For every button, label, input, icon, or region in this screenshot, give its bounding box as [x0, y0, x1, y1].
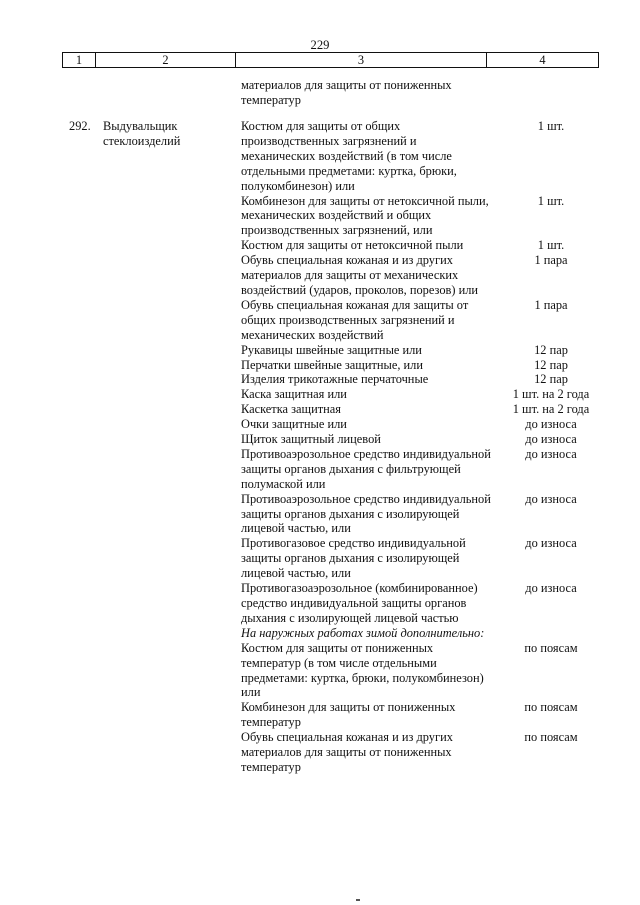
item-description: Костюм для защиты от нетоксичной пыли [241, 238, 464, 253]
item-norm: 12 пар [534, 372, 568, 387]
item-norm: до износа [525, 491, 577, 506]
list-item [241, 253, 621, 298]
entry-number: 292. [69, 119, 91, 133]
item-norm: по поясам [524, 730, 578, 745]
section-note: На наружных работах зимой дополнительно: [241, 625, 485, 640]
item-description: Противоаэрозольное средство индивидуальной защиты органов дыхания с изолирующей лицевой частью, или [241, 491, 491, 536]
item-description: Противогазоаэрозольное (комбинированное) средство индивидуальной защиты органов дыхания с изолирующей лицевой частью [241, 581, 478, 625]
list-item [241, 343, 621, 358]
item-norm: 1 пара [534, 297, 568, 312]
list-item [241, 641, 621, 701]
item-norm: 1 шт. на 2 года [512, 402, 590, 417]
header-col-2: 2 [96, 53, 236, 67]
item-norm: 1 шт. [537, 193, 565, 208]
header-col-4: 4 [539, 53, 546, 67]
item-description: Обувь специальная кожаная и из других материалов для защиты от механических воздействий (ударов, проколов, порезов) или [241, 253, 479, 297]
item-description: Каскетка защитная [241, 402, 341, 417]
item-description: Комбинезон для защиты от пониженных температур [241, 700, 456, 730]
list-item [241, 536, 621, 581]
item-norm: до износа [525, 446, 577, 461]
item-description: Щиток защитный лицевой [241, 432, 381, 447]
ppe-item-list [241, 119, 621, 775]
list-item [241, 194, 621, 239]
item-description: Костюм для защиты от общих производственных загрязнений и механических воздействий (в том числе отдельными предметами: куртка, брюки, полукомбинезон) или [241, 119, 457, 193]
list-item [241, 700, 621, 730]
item-description: Рукавицы швейные защитные или [241, 342, 422, 357]
item-description: Комбинезон для защиты от нетоксичной пыли, механических воздействий и общих производственных загрязнений, или [241, 193, 489, 238]
item-norm: 12 пар [534, 357, 568, 372]
item-norm: 1 шт. на 2 года [512, 387, 590, 402]
item-norm: 12 пар [534, 342, 568, 357]
item-norm: до износа [525, 417, 577, 432]
list-item [241, 298, 621, 343]
list-item [241, 581, 621, 626]
item-norm: до износа [525, 536, 577, 551]
table-header [62, 52, 599, 68]
list-item [241, 358, 621, 373]
list-item [241, 387, 621, 402]
list-item [241, 492, 621, 537]
continuation-text: материалов для защиты от пониженных температур [241, 78, 452, 107]
item-description: Противогазовое средство индивидуальной защиты органов дыхания с изолирующей лицевой частью, или [241, 536, 466, 581]
list-item [241, 402, 621, 417]
item-norm: по поясам [524, 640, 578, 655]
list-item [241, 730, 621, 775]
item-description: Противоаэрозольное средство индивидуальной защиты органов дыхания с фильтрующей полумаской или [241, 446, 491, 491]
list-item [241, 432, 621, 447]
header-col-1: 1 [63, 53, 96, 67]
item-description: Перчатки швейные защитные, или [241, 357, 423, 372]
item-norm: 1 пара [534, 253, 568, 268]
item-description: Каска защитная или [241, 387, 347, 402]
header-col-3: 3 [236, 53, 487, 67]
list-item [241, 119, 621, 194]
list-item [241, 238, 621, 253]
scan-mark [356, 899, 360, 901]
page-number: 229 [310, 38, 330, 52]
item-description: Очки защитные или [241, 417, 347, 432]
item-norm: до износа [525, 432, 577, 447]
list-item [241, 372, 621, 387]
item-norm: по поясам [524, 700, 578, 715]
item-description: Обувь специальная кожаная и из других материалов для защиты от пониженных температур [241, 730, 453, 774]
item-norm: 1 шт. [537, 119, 565, 133]
list-item [241, 417, 621, 432]
item-description: Изделия трикотажные перчаточные [241, 372, 429, 387]
occupation-name: Выдувальщик стеклоизделий [103, 119, 181, 148]
item-description: Костюм для защиты от пониженных температур (в том числе отдельными предметами: куртка, брюки, полукомбинезон) или [241, 640, 484, 700]
item-norm: 1 шт. [537, 238, 565, 253]
item-norm [491, 626, 611, 641]
list-item [241, 447, 621, 492]
list-item [241, 626, 621, 641]
item-description: Обувь специальная кожаная для защиты от общих производственных загрязнений и механических воздействий [241, 297, 469, 342]
item-norm: до износа [525, 581, 577, 596]
